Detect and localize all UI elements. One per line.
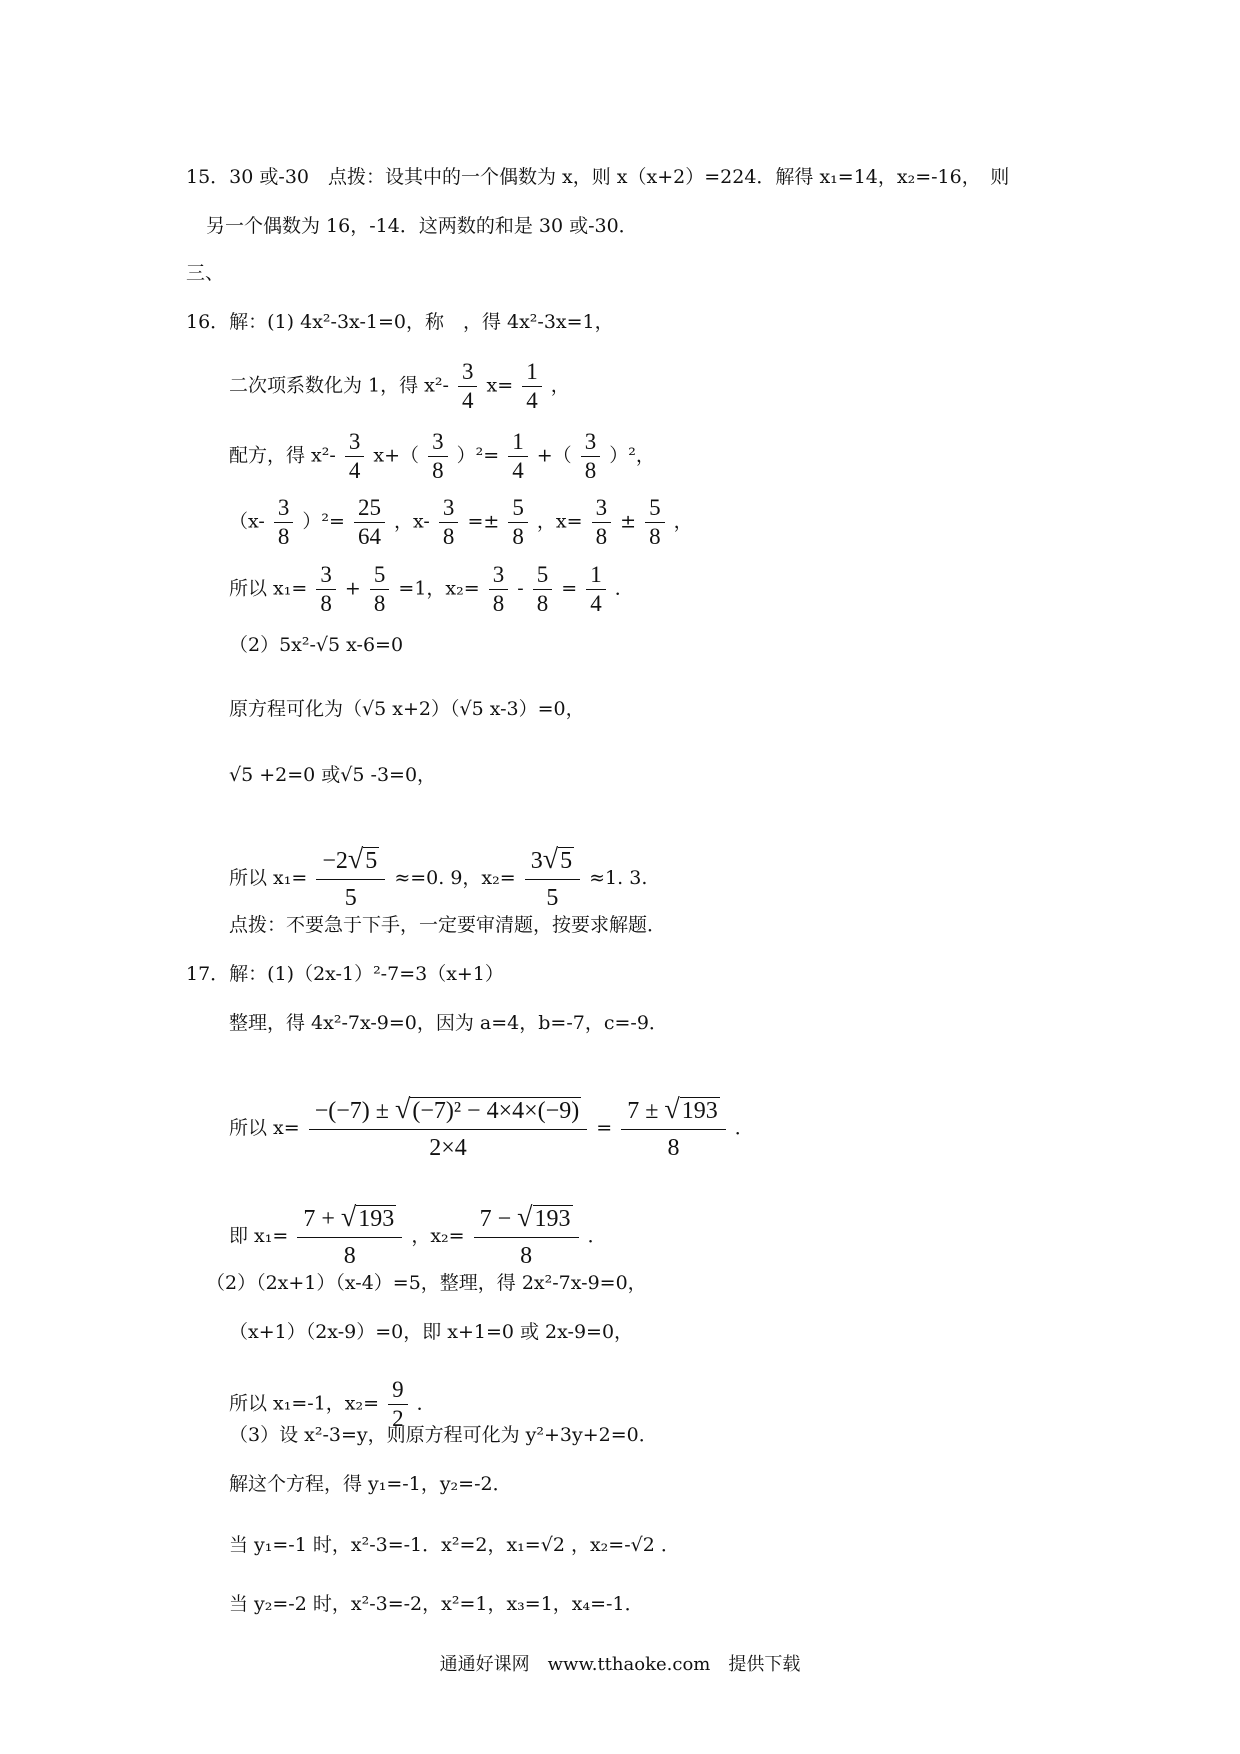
text: ． [587,1225,607,1247]
numerator: 3 [345,428,365,457]
denominator: 64 [358,524,381,549]
text: ，x₂= [411,1225,465,1247]
radicand: 193 [681,1098,718,1124]
fraction [309,1092,587,1166]
text: ，x- [394,510,430,533]
problem-15-line-1: 15．30 或-30 点拨：设其中的一个偶数为 x，则 x（x+2）=224．解得 x₁=14，x₂=-16， 则 [186,166,1010,188]
denominator: 8 [320,591,332,616]
denominator: 8 [536,591,549,616]
text: x+（ [373,444,420,467]
numerator: 5 [508,494,528,523]
radical-sign-icon: √ [340,1202,357,1233]
radicand: 5 [365,848,378,874]
fraction [274,494,294,551]
numerator: 1 [508,428,528,457]
problem-17-case-y1: 当 y₁=-1 时，x²-3=-1．x²=2，x₁=√2 ，x₂=-√2 ． [229,1534,680,1556]
text: −(−7) ± [314,1098,395,1124]
numerator [621,1092,726,1130]
fraction [354,494,385,551]
fraction [428,428,448,485]
text: ）²= [456,444,500,467]
text: - [517,577,524,600]
text: ± [620,510,637,533]
fraction [621,1092,726,1166]
text: 配方，得 x²- [229,444,336,467]
denominator: 8 [667,1135,680,1161]
radical-sign-icon: √ [664,1094,680,1125]
problem-17-solve-y: 解这个方程，得 y₁=-1，y₂=-2． [229,1473,512,1495]
radical-sign-icon: √ [542,844,559,875]
numerator: 5 [533,561,553,590]
numerator: 25 [354,494,385,523]
fraction [581,428,601,485]
radicand: 5 [560,848,573,874]
numerator: 1 [586,561,606,590]
denominator: 8 [432,458,444,483]
text: ≈=0. 9，x₂= [394,867,516,889]
radical [664,1094,719,1125]
problem-15-line-2: 另一个偶数为 16，-14．这两数的和是 30 或-30． [206,215,638,237]
numerator: 3 [439,494,459,523]
fraction [345,428,365,485]
problem-17-part-2-factored: （x+1）（2x-9）=0，即 x+1=0 或 2x-9=0， [229,1321,634,1343]
text: =1，x₂= [398,577,480,600]
numerator: 9 [388,1376,408,1405]
text: 即 x₁= [229,1225,289,1247]
numerator: 5 [370,561,390,590]
denominator: 8 [373,591,386,616]
denominator: 4 [512,458,524,483]
numerator [297,1200,402,1238]
problem-16-step-square-root [229,494,693,551]
denominator: 4 [590,591,602,616]
denominator: 8 [520,1243,533,1269]
fraction [297,1200,402,1274]
denominator: 8 [277,524,290,549]
text: 所以 x₁=-1，x₂= [229,1392,380,1415]
text: ， [550,374,570,397]
denominator: 4 [348,458,361,483]
problem-16-step-complete-square [229,428,655,485]
fraction [370,561,390,618]
radical [394,1094,581,1125]
text: ，x= [536,510,583,533]
denominator: 5 [546,885,559,911]
problem-17-heading: 17．解：(1)（2x-1）²-7=3（x+1） [186,963,504,985]
fraction [439,494,459,551]
numerator [525,842,580,880]
fraction [474,1200,579,1274]
fraction [316,561,336,618]
fraction [316,842,385,916]
denominator: 8 [584,458,597,483]
fraction [458,358,478,415]
problem-17-coefficients: 整理，得 4x²-7x-9=0，因为 a=4，b=-7，c=-9． [229,1012,668,1034]
problem-17-quadratic-formula [229,1092,754,1166]
problem-16-step-normalize [229,358,570,415]
fraction [525,842,580,916]
radicand: 193 [534,1206,571,1232]
text: x= [486,374,514,397]
numerator: 3 [274,494,294,523]
denominator: 8 [343,1243,356,1269]
numerator: 3 [592,494,612,523]
fraction [508,494,528,551]
text: ≈1. 3. [589,867,648,889]
problem-17-part-2: （2）（2x+1）（x-4）=5，整理，得 2x²-7x-9=0， [206,1272,647,1294]
radical [542,844,574,875]
numerator: 3 [489,561,509,590]
fraction [508,428,528,485]
radicand: 193 [358,1206,395,1232]
text: ）²， [609,444,655,467]
radical-sign-icon: √ [517,1202,533,1233]
text: +（ [536,444,572,467]
text: ）²= [302,510,345,533]
radicand: (−7)² − 4×4×(−9) [412,1098,580,1124]
numerator [316,842,385,880]
problem-17-roots [229,1200,607,1274]
text: （x- [229,510,265,533]
problem-16-part-2-equation: （2）5x²-√5 x-6=0 [229,634,404,656]
radical [517,1202,572,1233]
fraction [645,494,665,551]
text: =± [467,510,500,533]
denominator: 5 [344,885,357,911]
numerator: 3 [581,428,601,457]
text: ． [734,1117,754,1139]
text: 所以 x= [229,1117,300,1139]
radical [340,1202,396,1233]
text: 7 − [479,1206,518,1232]
text: 所以 x₁= [229,577,308,600]
fraction [592,494,612,551]
problem-16-factored: 原方程可化为（√5 x+2）（√5 x-3）=0， [229,698,585,720]
text: ． [614,577,634,600]
section-three-heading: 三、 [186,262,225,284]
page-footer: 通通好课网 www.tthaoke.com 提供下载 [439,1654,801,1675]
problem-16-roots [229,561,634,618]
radical-sign-icon: √ [347,844,364,875]
fraction [489,561,509,618]
radical-sign-icon: √ [394,1094,411,1125]
numerator: 3 [458,358,478,387]
fraction [533,561,553,618]
numerator [309,1092,587,1130]
denominator: 8 [649,524,661,549]
numerator [474,1200,579,1238]
denominator: 8 [492,591,505,616]
fraction [522,358,542,415]
denominator: 2×4 [429,1135,467,1161]
text: 二次项系数化为 1，得 x²- [229,374,449,397]
numerator: 3 [428,428,448,457]
problem-16-factors-zero: √5 +2=0 或√5 -3=0， [229,764,437,786]
text: 7 ± [627,1098,665,1124]
radical [347,844,379,875]
text: 3 [530,848,543,874]
denominator: 4 [526,388,538,413]
problem-16-heading: 16．解：(1) 4x²-3x-1=0，称 ，得 4x²-3x=1， [186,311,614,333]
problem-17-case-y2: 当 y₂=-2 时，x²-3=-2，x²=1，x₃=1，x₄=-1． [229,1593,644,1615]
numerator: 1 [522,358,542,387]
text: ． [416,1392,436,1415]
text: ， [673,510,693,533]
denominator: 8 [442,524,455,549]
text: + [344,577,361,600]
denominator: 4 [461,388,474,413]
numerator: 3 [316,561,336,590]
text: 7 + [303,1206,341,1232]
numerator: 5 [645,494,665,523]
denominator: 8 [595,524,608,549]
text: 所以 x₁= [229,867,308,889]
problem-16-hint: 点拨：不要急于下手，一定要审清题，按要求解题． [229,914,667,936]
denominator: 2 [392,1406,404,1431]
problem-16-part-2-roots [229,842,647,916]
fraction [586,561,606,618]
text: = [561,577,578,600]
denominator: 8 [512,524,524,549]
text: −2 [322,848,348,874]
text: = [596,1117,613,1139]
problem-17-part-3: （3）设 x²-3=y，则原方程可化为 y²+3y+2=0． [229,1424,658,1446]
